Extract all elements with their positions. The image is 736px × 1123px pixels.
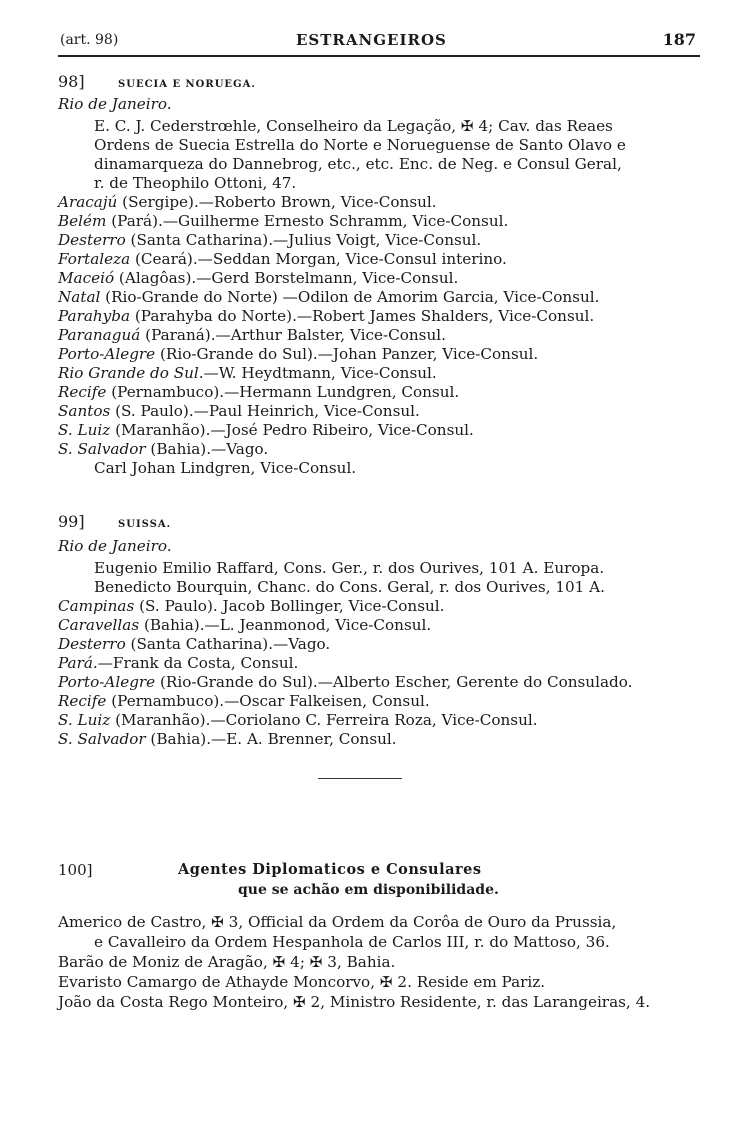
list-item: E. C. J. Cederstrœhle, Conselheiro da Legação, ✠ 4; Cav. das Reaes xyxy=(94,117,613,135)
list-item: S. Luiz (Maranhão).—Coriolano C. Ferreira Roza, Vice-Consul. xyxy=(58,711,538,729)
list-item: Desterro (Santa Catharina).—Julius Voigt, Vice-Consul. xyxy=(58,231,482,249)
list-item: Rio de Janeiro. xyxy=(58,95,172,113)
list-item: Carl Johan Lindgren, Vice-Consul. xyxy=(94,459,357,477)
section-number: 99] xyxy=(58,512,85,531)
page-title: ESTRANGEIROS xyxy=(296,31,447,49)
list-item: S. Luiz (Maranhão).—José Pedro Ribeiro, Vice-Consul. xyxy=(58,421,474,439)
list-item: Campinas (S. Paulo). Jacob Bollinger, Vice-Consul. xyxy=(58,597,445,615)
list-item: Caravellas (Bahia).—L. Jeanmonod, Vice-Consul. xyxy=(58,616,432,634)
list-item: S. Salvador (Bahia).—E. A. Brenner, Consul. xyxy=(58,730,397,748)
list-item: Ordens de Suecia Estrella do Norte e Norueguense de Santo Olavo e xyxy=(94,136,626,154)
list-item: Porto-Alegre (Rio-Grande do Sul).—Alberto Escher, Gerente do Consulado. xyxy=(58,673,633,691)
list-item: Porto-Alegre (Rio-Grande do Sul).—Johan Panzer, Vice-Consul. xyxy=(58,345,539,363)
list-item: e Cavalleiro da Ordem Hespanhola de Carlos III, r. do Mattoso, 36. xyxy=(94,933,610,951)
list-item: Santos (S. Paulo).—Paul Heinrich, Vice-Consul. xyxy=(58,402,420,420)
section-number: 98] xyxy=(58,72,85,91)
list-item: r. de Theophilo Ottoni, 47. xyxy=(94,174,297,192)
section-label: SUISSA. xyxy=(118,519,172,530)
list-item: Eugenio Emilio Raffard, Cons. Ger., r. dos Ourives, 101 A. Europa. xyxy=(94,559,605,577)
article-reference: (art. 98) xyxy=(60,32,119,48)
list-item: Americo de Castro, ✠ 3, Official da Ordem da Corôa de Ouro da Prussia, xyxy=(58,913,617,931)
list-item: Belém (Pará).—Guilherme Ernesto Schramm, Vice-Consul. xyxy=(58,212,509,230)
list-item: Evaristo Camargo de Athayde Moncorvo, ✠ 2. Reside em Pariz. xyxy=(58,973,546,991)
page-number: 187 xyxy=(662,30,696,49)
section-98-heading xyxy=(58,72,256,95)
list-item: Desterro (Santa Catharina).—Vago. xyxy=(58,635,331,653)
list-item: Parahyba (Parahyba do Norte).—Robert James Shalders, Vice-Consul. xyxy=(58,307,595,325)
list-item: João da Costa Rego Monteiro, ✠ 2, Ministro Residente, r. das Larangeiras, 4. xyxy=(58,993,651,1011)
list-item: Pará.—Frank da Costa, Consul. xyxy=(58,654,299,672)
list-item: Fortaleza (Ceará).—Seddan Morgan, Vice-Consul interino. xyxy=(58,250,507,268)
page-header xyxy=(58,30,698,50)
list-item: Natal (Rio-Grande do Norte) —Odilon de Amorim Garcia, Vice-Consul. xyxy=(58,288,600,306)
list-item: Aracajú (Sergipe).—Roberto Brown, Vice-Consul. xyxy=(58,193,437,211)
list-item: Rio Grande do Sul.—W. Heydtmann, Vice-Consul. xyxy=(58,364,437,382)
list-item: Benedicto Bourquin, Chanc. do Cons. Geral, r. dos Ourives, 101 A. xyxy=(94,578,605,596)
list-item: Recife (Pernambuco).—Hermann Lundgren, Consul. xyxy=(58,383,460,401)
list-item: Rio de Janeiro. xyxy=(58,537,172,555)
section-number: 100] xyxy=(58,861,93,879)
section-99-heading xyxy=(58,512,171,535)
section-subtitle: que se achão em disponibilidade. xyxy=(238,882,499,898)
list-item: Barão de Moniz de Aragão, ✠ 4; ✠ 3, Bahia. xyxy=(58,953,396,971)
section-label: SUECIA E NORUEGA. xyxy=(118,79,256,90)
section-divider xyxy=(318,778,402,779)
section-title: Agentes Diplomaticos e Consulares xyxy=(178,861,482,878)
header-rule xyxy=(58,55,700,57)
list-item: S. Salvador (Bahia).—Vago. xyxy=(58,440,269,458)
list-item: Paranaguá (Paraná).—Arthur Balster, Vice-Consul. xyxy=(58,326,446,344)
list-item: Maceió (Alagôas).—Gerd Borstelmann, Vice-Consul. xyxy=(58,269,459,287)
list-item: Recife (Pernambuco).—Oscar Falkeisen, Consul. xyxy=(58,692,430,710)
list-item: dinamarqueza do Dannebrog, etc., etc. Enc. de Neg. e Consul Geral, xyxy=(94,155,622,173)
